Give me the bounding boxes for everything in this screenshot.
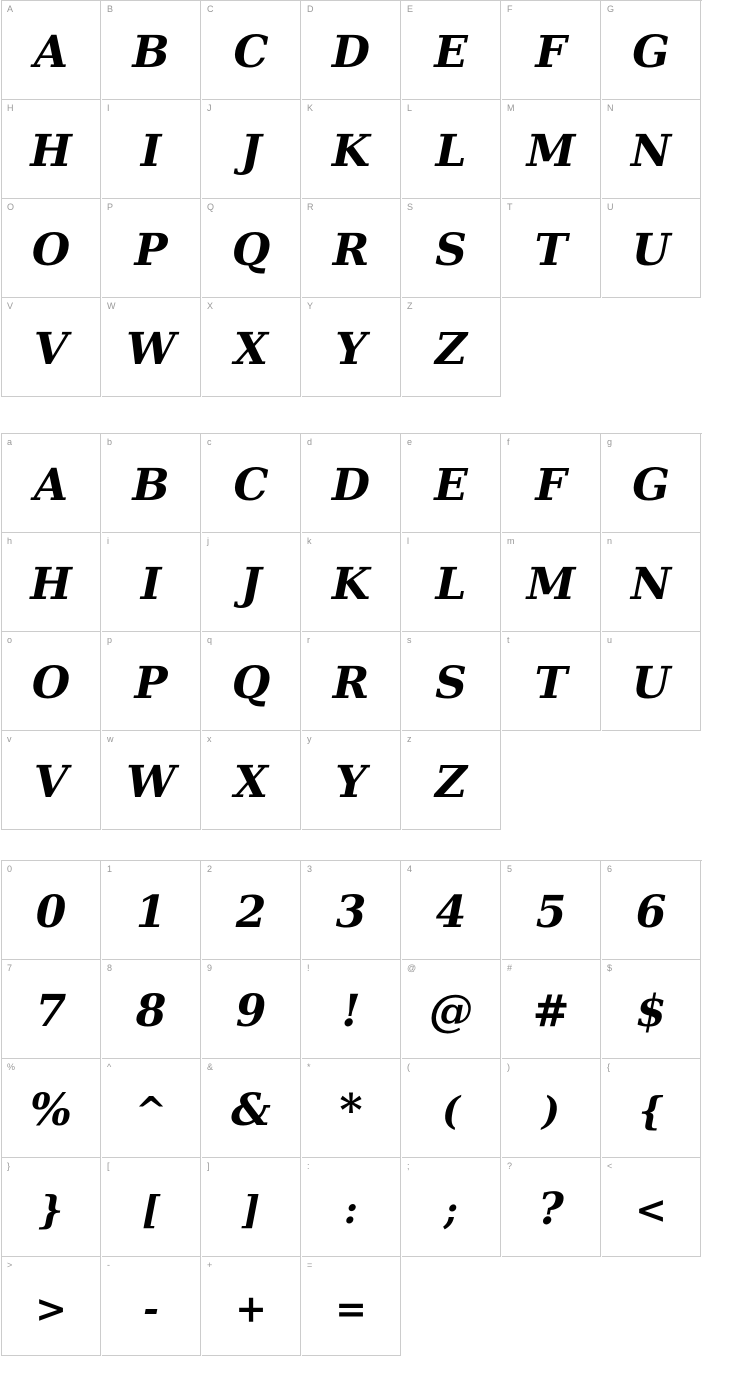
glyph-cell[interactable] [302,533,401,632]
glyph-code-label: + [207,1260,213,1270]
glyph-character: > [35,1286,67,1331]
glyph-cell[interactable] [102,731,201,830]
glyph-cell[interactable] [402,960,501,1059]
glyph-cell[interactable] [2,861,101,960]
glyph-block-lowercase [0,433,740,830]
glyph-code-label: I [107,103,110,113]
glyph-cell[interactable] [302,1,401,100]
glyph-cell[interactable] [102,632,201,731]
glyph-cell[interactable] [2,1158,101,1257]
glyph-code-label: T [507,202,513,212]
glyph-cell[interactable] [402,1,501,100]
glyph-character: J [240,126,262,177]
glyph-character: } [38,1187,64,1232]
glyph-code-label: = [307,1260,313,1270]
glyph-cell[interactable] [502,1,601,100]
glyph-code-label: l [407,536,409,546]
glyph-cell[interactable] [602,533,701,632]
glyph-character: A [33,27,69,78]
glyph-character: Q [231,225,271,276]
glyph-code-label: Q [207,202,215,212]
glyph-cell[interactable] [202,434,301,533]
glyph-character: D [331,460,371,511]
glyph-code-label: c [207,437,212,447]
glyph-cell[interactable] [2,1059,101,1158]
glyph-code-label: x [207,734,212,744]
glyph-cell-empty [502,1257,601,1356]
glyph-character: X [233,324,269,375]
glyph-cell[interactable] [302,298,401,397]
glyph-character: < [635,1187,667,1232]
glyph-cell[interactable] [602,100,701,199]
glyph-character: L [435,559,467,610]
glyph-code-label: V [7,301,14,311]
glyph-character: A [33,460,69,511]
glyph-cell[interactable] [202,632,301,731]
glyph-code-label: 4 [407,864,413,874]
glyph-cell[interactable] [502,533,601,632]
glyph-cell[interactable] [402,632,501,731]
glyph-character: L [435,126,467,177]
glyph-cell[interactable] [302,632,401,731]
glyph-character: H [30,126,72,177]
glyph-character: 1 [135,887,167,938]
glyph-cell[interactable] [2,731,101,830]
glyph-cell[interactable] [302,100,401,199]
glyph-code-label: R [307,202,314,212]
glyph-cell[interactable] [102,1158,201,1257]
glyph-cell[interactable] [502,960,601,1059]
glyph-code-label: 9 [207,963,213,973]
glyph-character: @ [429,986,473,1037]
glyph-character: { [638,1088,664,1133]
glyph-cell[interactable] [202,533,301,632]
glyph-character: 2 [235,887,267,938]
glyph-character: - [143,1286,159,1331]
glyph-grid-lowercase [1,433,702,830]
glyph-character: ( [442,1088,460,1133]
glyph-cell[interactable] [402,100,501,199]
glyph-code-label: w [107,734,114,744]
glyph-cell[interactable] [102,1059,201,1158]
glyph-code-label: v [7,734,12,744]
glyph-cell[interactable] [102,298,201,397]
glyph-character: H [30,559,72,610]
glyph-cell[interactable] [2,1257,101,1356]
glyph-code-label: ] [207,1161,210,1171]
glyph-character: 6 [635,887,667,938]
glyph-cell[interactable] [202,960,301,1059]
glyph-cell[interactable] [102,533,201,632]
glyph-code-label: ? [507,1161,513,1171]
glyph-character: C [233,27,269,78]
glyph-code-label: W [107,301,116,311]
glyph-code-label: P [107,202,114,212]
glyph-code-label: & [207,1062,214,1072]
glyph-cell[interactable] [602,632,701,731]
glyph-code-label: C [207,4,214,14]
glyph-character: S [435,225,467,276]
glyph-code-label: k [307,536,312,546]
glyph-character: : [343,1187,359,1232]
glyph-code-label: < [607,1161,613,1171]
glyph-character: J [240,559,262,610]
glyph-cell[interactable] [602,1059,701,1158]
glyph-character: I [140,126,162,177]
glyph-character: # [532,986,570,1037]
glyph-code-label: 1 [107,864,113,874]
glyph-character: 9 [235,986,267,1037]
glyph-code-label: m [507,536,515,546]
glyph-code-label: L [407,103,413,113]
glyph-character: ; [443,1187,459,1232]
block-separator [0,830,740,860]
glyph-code-label: b [107,437,113,447]
glyph-code-label: h [7,536,13,546]
glyph-cell[interactable] [202,731,301,830]
glyph-cell[interactable] [402,298,501,397]
glyph-character: [ [142,1187,160,1232]
glyph-character: G [632,460,670,511]
block-separator [0,397,740,433]
glyph-cell[interactable] [202,298,301,397]
glyph-code-label: 6 [607,864,613,874]
glyph-cell-empty [402,1257,501,1356]
glyph-code-label: q [207,635,213,645]
glyph-cell[interactable] [502,1059,601,1158]
glyph-code-label: @ [407,963,417,973]
glyph-cell[interactable] [302,434,401,533]
glyph-character: C [233,460,269,511]
glyph-cell[interactable] [302,960,401,1059]
glyph-cell[interactable] [202,1158,301,1257]
glyph-cell[interactable] [502,199,601,298]
glyph-block-uppercase [0,0,740,397]
glyph-code-label: S [407,202,414,212]
glyph-code-label: M [507,103,515,113]
glyph-code-label: U [607,202,614,212]
glyph-cell[interactable] [602,960,701,1059]
glyph-cell[interactable] [2,434,101,533]
glyph-character: P [134,225,168,276]
glyph-character: ? [538,1184,564,1235]
glyph-code-label: H [7,103,14,113]
glyph-code-label: o [7,635,13,645]
glyph-cell[interactable] [402,1059,501,1158]
glyph-character: U [631,225,671,276]
glyph-cell[interactable] [2,632,101,731]
glyph-code-label: n [607,536,613,546]
glyph-code-label: y [307,734,312,744]
glyph-character: R [332,225,370,276]
glyph-character: E [434,27,468,78]
glyph-code-label: s [407,635,412,645]
glyph-code-label: ! [307,963,310,973]
glyph-code-label: f [507,437,510,447]
glyph-character: N [630,559,672,610]
glyph-cell[interactable] [402,1158,501,1257]
glyph-code-label: E [407,4,414,14]
glyph-code-label: i [107,536,109,546]
glyph-character: 4 [435,887,467,938]
glyph-code-label: ( [407,1062,410,1072]
glyph-code-label: { [607,1062,611,1072]
glyph-cell[interactable] [602,199,701,298]
glyph-cell[interactable] [202,100,301,199]
glyph-character: ! [341,986,361,1037]
glyph-cell[interactable] [2,533,101,632]
glyph-cell[interactable] [102,100,201,199]
glyph-character: Y [335,324,367,375]
glyph-cell[interactable] [2,960,101,1059]
glyph-code-label: N [607,103,614,113]
glyph-code-label: > [7,1260,13,1270]
glyph-character: E [434,460,468,511]
glyph-character: = [335,1286,367,1331]
glyph-cell[interactable] [302,1158,401,1257]
glyph-character: V [33,757,69,808]
glyph-code-label: 5 [507,864,513,874]
glyph-character: K [331,559,371,610]
glyph-code-label: : [307,1161,310,1171]
glyph-cell[interactable] [402,731,501,830]
glyph-character: X [233,757,269,808]
glyph-character: N [630,126,672,177]
glyph-character: R [332,658,370,709]
glyph-cell[interactable] [502,861,601,960]
glyph-cell[interactable] [502,632,601,731]
glyph-code-label: Y [307,301,314,311]
glyph-character: T [534,658,568,709]
glyph-cell[interactable] [202,1257,301,1356]
glyph-code-label: J [207,103,212,113]
glyph-cell[interactable] [302,199,401,298]
glyph-cell[interactable] [202,861,301,960]
glyph-cell[interactable] [102,1,201,100]
glyph-character: + [235,1286,267,1331]
glyph-code-label: t [507,635,510,645]
glyph-cell[interactable] [2,100,101,199]
glyph-cell[interactable] [302,1257,401,1356]
glyph-code-label: - [107,1260,110,1270]
glyph-cell[interactable] [602,861,701,960]
glyph-cell[interactable] [402,434,501,533]
glyph-code-label: ^ [107,1062,112,1072]
glyph-cell-empty [602,1257,701,1356]
glyph-cell[interactable] [102,434,201,533]
glyph-grid-symbols [1,860,702,1356]
glyph-cell[interactable] [102,960,201,1059]
glyph-code-label: r [307,635,310,645]
glyph-character: F [535,460,567,511]
glyph-code-label: # [507,963,513,973]
glyph-character: U [631,658,671,709]
glyph-character: Z [434,757,468,808]
glyph-character: 7 [35,986,67,1037]
glyph-code-label: a [7,437,13,447]
glyph-character: K [331,126,371,177]
glyph-cell[interactable] [402,861,501,960]
glyph-character: 8 [135,986,167,1037]
glyph-cell[interactable] [302,861,401,960]
glyph-code-label: ) [507,1062,510,1072]
glyph-code-label: e [407,437,413,447]
glyph-character: B [132,27,170,78]
glyph-cell[interactable] [502,1158,601,1257]
glyph-character: Z [434,324,468,375]
glyph-cell[interactable] [302,731,401,830]
glyph-code-label: 7 [7,963,13,973]
glyph-cell-empty [602,298,701,397]
glyph-code-label: 0 [7,864,13,874]
glyph-code-label: % [7,1062,16,1072]
glyph-code-label: F [507,4,513,14]
glyph-code-label: D [307,4,314,14]
glyph-character: W [126,757,176,808]
glyph-character: I [140,559,162,610]
glyph-cell[interactable] [402,533,501,632]
glyph-character: M [526,126,576,177]
glyph-code-label: ; [407,1161,410,1171]
glyph-code-label: Z [407,301,413,311]
glyph-cell-empty [502,731,601,830]
glyph-cell[interactable] [402,199,501,298]
glyph-character: ] [242,1187,260,1232]
glyph-cell[interactable] [202,1059,301,1158]
glyph-cell[interactable] [602,1,701,100]
glyph-cell[interactable] [202,1,301,100]
glyph-character: * [339,1085,363,1136]
glyph-code-label: G [607,4,615,14]
glyph-character: D [331,27,371,78]
glyph-code-label: [ [107,1161,110,1171]
glyph-cell[interactable] [502,100,601,199]
glyph-code-label: g [607,437,613,447]
glyph-cell[interactable] [202,199,301,298]
glyph-code-label: p [107,635,113,645]
glyph-code-label: 3 [307,864,313,874]
glyph-cell[interactable] [602,1158,701,1257]
glyph-cell[interactable] [2,298,101,397]
glyph-character: T [534,225,568,276]
glyph-cell[interactable] [2,199,101,298]
glyph-code-label: K [307,103,314,113]
glyph-character: 3 [335,887,367,938]
glyph-code-label: j [207,536,209,546]
glyph-code-label: O [7,202,15,212]
glyph-cell-empty [502,298,601,397]
glyph-cell[interactable] [602,434,701,533]
glyph-character: ^ [135,1088,167,1133]
glyph-code-label: 8 [107,963,113,973]
glyph-block-symbols [0,860,740,1356]
glyph-character: P [134,658,168,709]
glyph-code-label: $ [607,963,613,973]
glyph-character: Y [335,757,367,808]
glyph-code-label: } [7,1161,11,1171]
glyph-code-label: u [607,635,613,645]
glyph-code-label: d [307,437,313,447]
glyph-code-label: A [7,4,14,14]
glyph-cell[interactable] [102,199,201,298]
glyph-character: M [526,559,576,610]
glyph-code-label: 2 [207,864,213,874]
glyph-character: % [30,1085,72,1136]
glyph-cell[interactable] [2,1,101,100]
glyph-character: $ [635,986,667,1037]
glyph-grid-uppercase [1,0,702,397]
glyph-code-label: B [107,4,114,14]
glyph-character: 0 [35,887,67,938]
glyph-character: B [132,460,170,511]
glyph-character: G [632,27,670,78]
glyph-character: Q [231,658,271,709]
glyph-cell[interactable] [302,1059,401,1158]
glyph-cell[interactable] [102,1257,201,1356]
glyph-character: W [126,324,176,375]
glyph-character: O [31,658,71,709]
glyph-character: 5 [535,887,567,938]
glyph-cell[interactable] [502,434,601,533]
glyph-character: F [535,27,567,78]
glyph-code-label: X [207,301,214,311]
glyph-code-label: z [407,734,412,744]
glyph-character: ) [542,1088,560,1133]
glyph-cell-empty [602,731,701,830]
glyph-character: & [231,1085,271,1136]
glyph-code-label: * [307,1062,311,1072]
glyph-character: V [33,324,69,375]
glyph-character: O [31,225,71,276]
glyph-character: S [435,658,467,709]
glyph-cell[interactable] [102,861,201,960]
